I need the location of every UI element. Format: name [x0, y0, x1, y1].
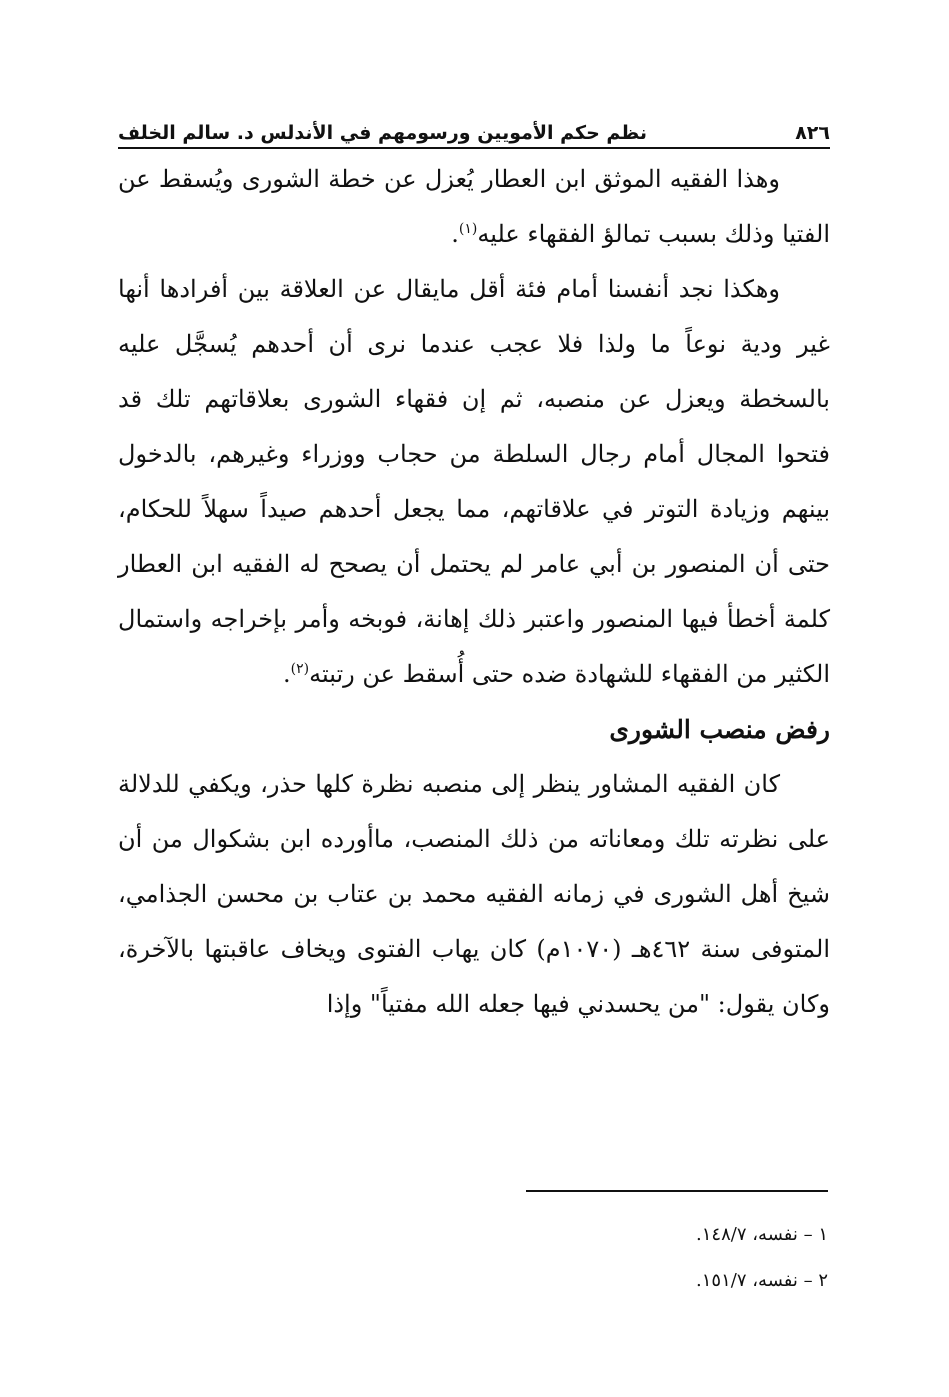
- footnote-ref-1: (١): [458, 221, 478, 237]
- paragraph-2-end: .: [283, 660, 291, 688]
- section-heading: رفض منصب الشورى: [609, 715, 830, 744]
- running-header: [118, 108, 830, 144]
- paragraph-2: [118, 262, 830, 702]
- header-rule: [118, 147, 830, 149]
- body-text: [118, 152, 830, 1032]
- footnote-rule: [526, 1190, 828, 1192]
- paragraph-2-text: وهكذا نجد أنفسنا أمام فئة أقل مايقال عن العلاقة بين أفرادها أنها غير ودية نوعاً ما ولذا فلا عجب عندما نرى أن أحدهم يُسجَّل عليه بالسخطة ويعزل عن منصبه، ثم إن فقهاء الشورى بعلاقاتهم تلك قد فتحوا المجال أمام رجال السلطة من حجاب ووزراء وغيرهم، بالدخول بينهم وزيادة التوتر في علاقاتهم، مما يجعل أحدهم صيداً سهلاً للحكام، حتى أن المنصور بن أبي عامر لم يحتمل أن يصحح له الفقيه ابن العطار كلمة أخطأ فيها المنصور واعتبر ذلك إهانة، فوبخه وأمر بإخراجه واستمال الكثير من الفقهاء للشهادة ضده حتى أُسقط عن رتبته: [118, 275, 831, 688]
- paragraph-1-text: وهذا الفقيه الموثق ابن العطار يُعزل عن خطة الشورى ويُسقط عن الفتيا وذلك بسبب تمالؤ الفقهاء عليه: [118, 165, 830, 248]
- paragraph-1-end: .: [451, 220, 459, 248]
- running-title: نظم حكم الأمويين ورسومهم في الأندلس د. سالم الخلف: [118, 122, 647, 144]
- footnote-2: ٢ – نفسه، ١٥١/٧.: [696, 1270, 828, 1291]
- footnotes: [480, 1212, 828, 1304]
- paragraph-3: كان الفقيه المشاور ينظر إلى منصبه نظرة كلها حذر، ويكفي للدلالة على نظرته تلك ومعاناته من ذلك المنصب، ماأورده ابن بشكوال من أن شيخ أهل الشورى في زمانه الفقيه محمد بن عتاب بن محسن الجذامي، المتوفى سنة ٤٦٢هـ (١٠٧٠م) كان يهاب الفتوى ويخاف عاقبتها بالآخرة، وكان يقول: "من يحسدني فيها جعله الله مفتياً" وإذا: [118, 770, 830, 1018]
- paragraph-1: [118, 152, 830, 262]
- footnote-ref-2: (٢): [290, 661, 310, 677]
- footnote-1: ١ – نفسه، ١٤٨/٧.: [696, 1224, 828, 1245]
- page-number: ٨٢٦: [795, 122, 830, 144]
